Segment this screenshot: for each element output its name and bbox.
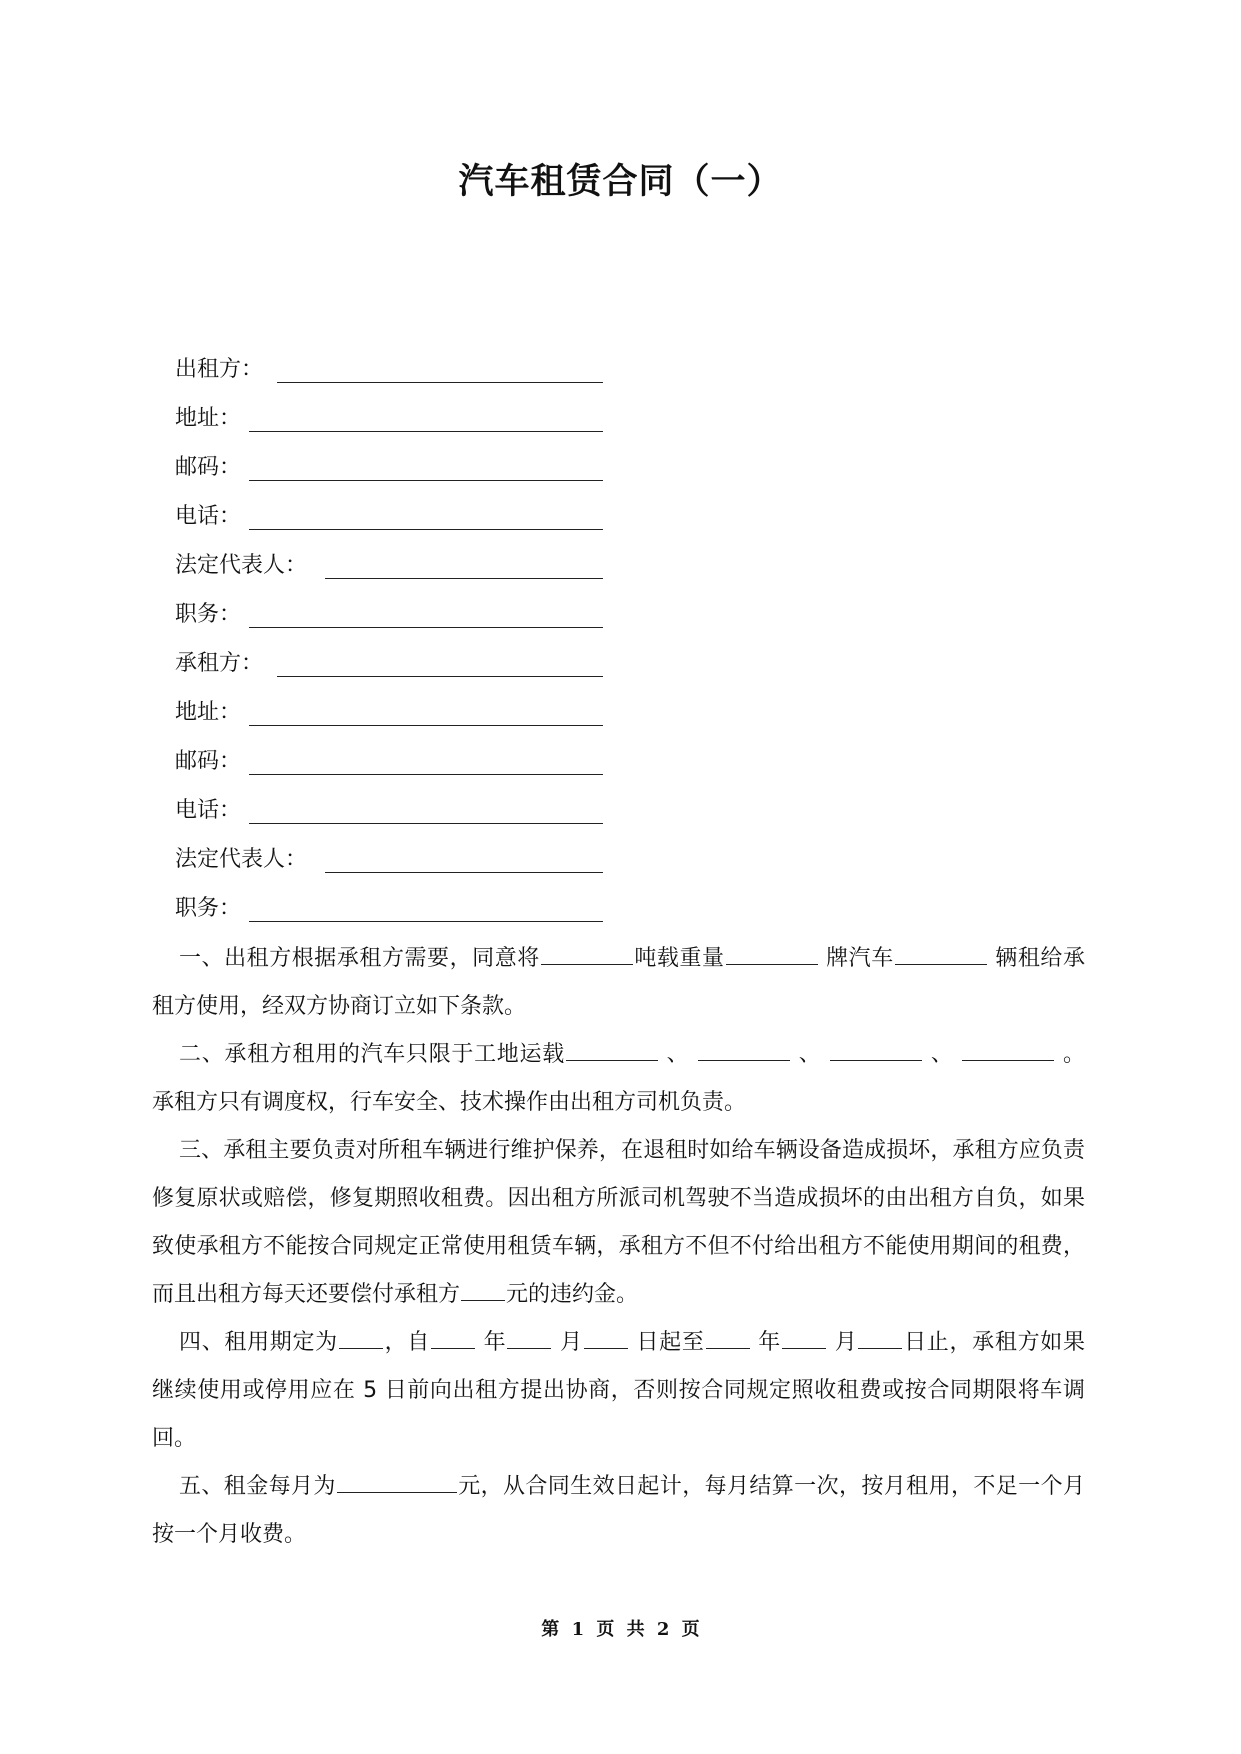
clause-2 — [152, 1031, 1085, 1127]
lessor-position-blank — [249, 627, 603, 628]
lessor-postcode-blank — [249, 480, 603, 481]
lessee-rep-field — [175, 842, 615, 891]
lessor-name-blank — [277, 382, 603, 383]
lessor-name-label: 出租方： — [175, 357, 264, 382]
lessor-position-label: 职务： — [175, 602, 242, 627]
clause-3 — [152, 1127, 1085, 1319]
clause-1-text-d: 辆租给承租方使用，经双方协商订立如下条款。 — [152, 946, 1085, 1019]
lessor-postcode-field — [175, 450, 615, 499]
end-year-blank — [706, 1326, 750, 1349]
clause-4-text-c: 日起至 — [636, 1330, 705, 1355]
clause-1-text-b: 吨载重量 — [633, 946, 725, 971]
lessee-phone-blank — [249, 823, 603, 824]
clause-4-year-1: 年 — [483, 1330, 507, 1355]
party-info-block — [175, 352, 615, 940]
lessee-postcode-field — [175, 744, 615, 793]
cargo-blank-1 — [566, 1038, 658, 1061]
document-title: 汽车租赁合同（一） — [458, 162, 783, 202]
clause-2-text-b: 。承租方只有调度权，行车安全、技术操作由出租方司机负责。 — [152, 1042, 1085, 1115]
clause-4-month-1: 月 — [560, 1330, 583, 1355]
lessee-address-field — [175, 695, 615, 744]
lessor-position-field — [175, 597, 615, 646]
clause-1 — [152, 935, 1085, 1031]
clause-2-sep-3: 、 — [930, 1042, 954, 1067]
term-blank — [339, 1326, 383, 1349]
lessor-phone-label: 电话： — [175, 504, 242, 529]
lessor-rep-label: 法定代表人： — [175, 553, 308, 578]
end-day-blank — [858, 1326, 902, 1349]
contract-clauses — [152, 935, 1085, 1559]
lessee-phone-label: 电话： — [175, 798, 242, 823]
lessee-position-label: 职务： — [175, 896, 242, 921]
clause-2-sep-2: 、 — [798, 1042, 822, 1067]
clause-4-year-2: 年 — [758, 1330, 781, 1355]
lessee-name-label: 承租方： — [175, 651, 264, 676]
lessee-rep-blank — [325, 872, 603, 873]
cargo-blank-4 — [962, 1038, 1054, 1061]
lessee-postcode-label: 邮码： — [175, 749, 242, 774]
lessor-phone-blank — [249, 529, 603, 530]
lessor-rep-blank — [325, 578, 603, 579]
clause-2-sep-1: 、 — [666, 1042, 690, 1067]
lessor-address-label: 地址： — [175, 406, 242, 431]
lessee-position-field — [175, 891, 615, 940]
lessor-postcode-label: 邮码： — [175, 455, 242, 480]
lessee-address-blank — [249, 725, 603, 726]
clause-5-text-a: 五、租金每月为 — [179, 1474, 336, 1499]
start-year-blank — [431, 1326, 475, 1349]
quantity-blank — [895, 942, 987, 965]
clause-4-month-2: 月 — [834, 1330, 858, 1355]
clause-4-text-d: 日止，承租方如果继续使用或停用应在 5 日前向出租方提出协商，否则按合同规定照收租费或按合同期限将车调回。 — [152, 1330, 1085, 1451]
lessee-name-blank — [277, 676, 603, 677]
lessee-position-blank — [249, 921, 603, 922]
lessor-phone-field — [175, 499, 615, 548]
start-day-blank — [584, 1326, 628, 1349]
clause-4 — [152, 1319, 1085, 1463]
lessor-address-blank — [249, 431, 603, 432]
lessee-rep-label: 法定代表人： — [175, 847, 308, 872]
end-month-blank — [782, 1326, 826, 1349]
tonnage-blank — [541, 942, 633, 965]
clause-2-text-a: 二、承租方租用的汽车只限于工地运载 — [179, 1042, 565, 1067]
lessee-name-field — [175, 646, 615, 695]
brand-blank — [726, 942, 818, 965]
clause-5 — [152, 1463, 1085, 1559]
clause-1-text-c: 牌汽车 — [826, 946, 894, 971]
clause-4-text-b: ，自 — [383, 1330, 430, 1355]
lessor-address-field — [175, 401, 615, 450]
clause-1-text-a: 一、出租方根据承租方需要，同意将 — [179, 946, 540, 971]
lessor-name-field — [175, 352, 615, 401]
cargo-blank-2 — [698, 1038, 790, 1061]
clause-3-text-a: 三、承租主要负责对所租车辆进行维护保养，在退租时如给车辆设备造成损坏，承租方应负责修复原状或赔偿，修复期照收租费。因出租方所派司机驾驶不当造成损坏的由出租方自负，如果致使承租方不能按合同规定正常使用租赁车辆，承租方不但不付给出租方不能使用期间的租费，而且出租方每天还要偿付承租方 — [152, 1138, 1085, 1307]
clause-4-text-a: 四、租用期定为 — [179, 1330, 338, 1355]
lessee-postcode-blank — [249, 774, 603, 775]
monthly-rent-blank — [337, 1470, 457, 1493]
lessor-rep-field — [175, 548, 615, 597]
penalty-blank — [461, 1278, 505, 1301]
start-month-blank — [507, 1326, 551, 1349]
clause-3-text-b: 元的违约金。 — [506, 1282, 639, 1307]
lessee-phone-field — [175, 793, 615, 842]
lessee-address-label: 地址： — [175, 700, 242, 725]
page-footer: 第 1 页 共 2 页 — [541, 1619, 700, 1640]
clause-5-text-b: 元，从合同生效日起计，每月结算一次，按月租用，不足一个月按一个月收费。 — [152, 1474, 1085, 1547]
cargo-blank-3 — [830, 1038, 922, 1061]
